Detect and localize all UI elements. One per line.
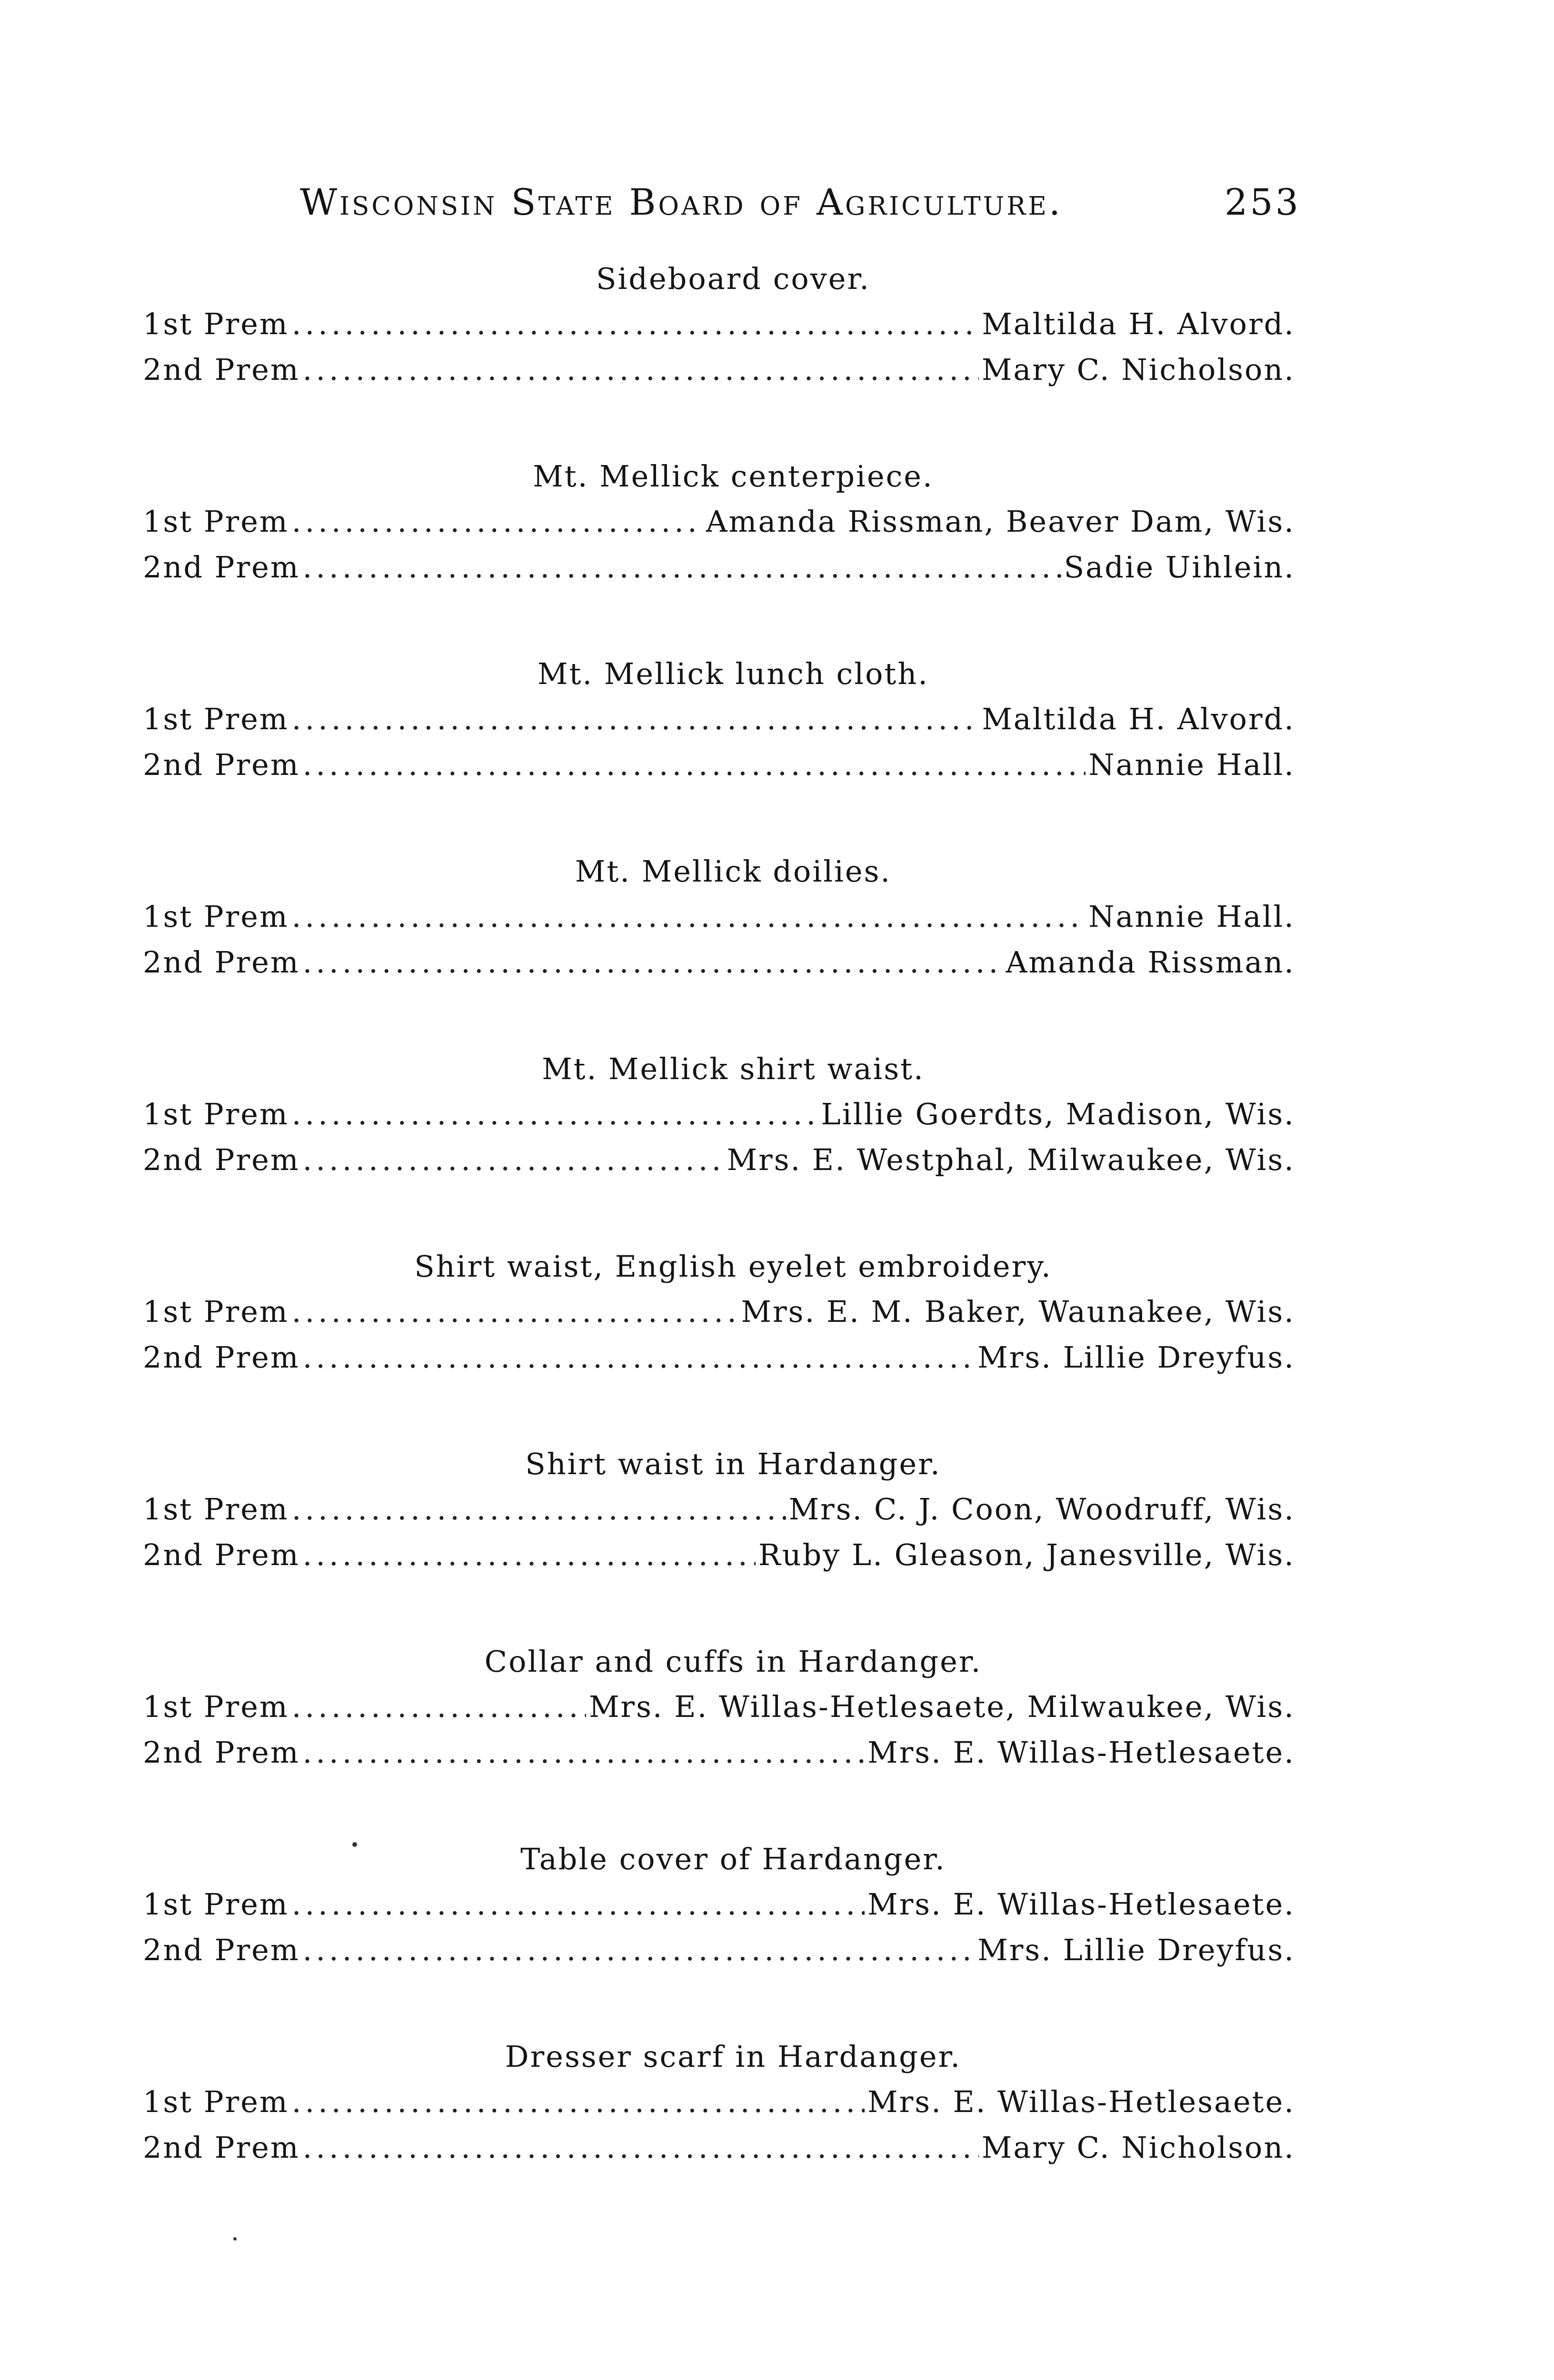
winner-name: Mrs. Lillie Dreyfus. xyxy=(977,1340,1295,1375)
premium-label: 2nd Prem xyxy=(143,747,300,782)
page-number: 253 xyxy=(1224,181,1301,223)
premium-label: 2nd Prem xyxy=(143,945,300,980)
premium-label: 1st Prem xyxy=(143,2084,289,2119)
print-speck xyxy=(352,1842,357,1847)
dot-leader xyxy=(303,1927,975,1973)
dot-leader xyxy=(303,742,1086,788)
premium-label: 1st Prem xyxy=(143,1294,289,1329)
premium-row xyxy=(143,1137,1295,1183)
dot-leader xyxy=(303,940,1003,985)
running-head-title: Wisconsin State Board of Agriculture. xyxy=(300,181,1063,223)
winner-name: Lillie Goerdts, Madison, Wis. xyxy=(821,1097,1295,1131)
award-section-mellick-centerpiece xyxy=(143,454,1295,590)
winner-name: Mrs. Lillie Dreyfus. xyxy=(977,1933,1295,1967)
winner-name: Mrs. E. Westphal, Milwaukee, Wis. xyxy=(727,1142,1295,1177)
print-speck xyxy=(233,2237,237,2241)
winner-name: Mrs. E. Willas-Hetlesaete. xyxy=(867,1735,1295,1770)
award-section-hardanger-table-cover xyxy=(143,1836,1295,1973)
section-title: Mt. Mellick centerpiece. xyxy=(533,459,934,494)
winner-name: Mrs. E. Willas-Hetlesaete. xyxy=(867,1887,1295,1922)
award-section-mellick-shirt-waist xyxy=(143,1046,1295,1183)
premium-row xyxy=(143,1335,1295,1380)
dot-leader xyxy=(292,1684,586,1730)
dot-leader xyxy=(303,1137,724,1183)
premium-row xyxy=(143,1882,1295,1927)
section-title: Mt. Mellick doilies. xyxy=(575,854,892,889)
winner-name: Amanda Rissman, Beaver Dam, Wis. xyxy=(706,504,1295,539)
premium-label: 1st Prem xyxy=(143,307,289,341)
premium-label: 2nd Prem xyxy=(143,1340,300,1375)
premium-row xyxy=(143,347,1295,393)
dot-leader xyxy=(292,894,1086,940)
dot-leader xyxy=(292,1882,865,1927)
running-head xyxy=(143,181,1301,238)
premium-row xyxy=(143,545,1295,590)
premium-row xyxy=(143,1289,1295,1335)
section-title: Dresser scarf in Hardanger. xyxy=(505,2039,962,2074)
premium-row xyxy=(143,940,1295,985)
winner-name: Mrs. E. Willas-Hetlesaete. xyxy=(867,2084,1295,2119)
premium-row xyxy=(143,1684,1295,1730)
premium-row xyxy=(143,1532,1295,1578)
winner-name: Mrs. C. J. Coon, Woodruff, Wis. xyxy=(788,1492,1295,1527)
dot-leader xyxy=(303,545,1061,590)
winner-name: Ruby L. Gleason, Janesville, Wis. xyxy=(758,1537,1295,1572)
dot-leader xyxy=(303,2125,979,2171)
premium-row xyxy=(143,1927,1295,1973)
dot-leader xyxy=(303,1335,975,1380)
premium-row xyxy=(143,742,1295,788)
premium-row xyxy=(143,301,1295,347)
premium-label: 1st Prem xyxy=(143,1689,289,1724)
premium-label: 1st Prem xyxy=(143,1492,289,1527)
dot-leader xyxy=(292,1487,786,1532)
premium-label: 1st Prem xyxy=(143,504,289,539)
dot-leader xyxy=(292,696,979,742)
winner-name: Mrs. E. Willas-Hetlesaete, Milwaukee, Wis. xyxy=(588,1689,1295,1724)
dot-leader xyxy=(292,2079,865,2125)
winner-name: Mary C. Nicholson. xyxy=(981,352,1295,387)
section-title: Sideboard cover. xyxy=(596,261,870,296)
premium-row xyxy=(143,1091,1295,1137)
premium-row xyxy=(143,696,1295,742)
premium-label: 2nd Prem xyxy=(143,1142,300,1177)
premium-label: 2nd Prem xyxy=(143,1537,300,1572)
premium-label: 2nd Prem xyxy=(143,352,300,387)
section-title: Shirt waist, English eyelet embroidery. xyxy=(414,1249,1052,1284)
premium-label: 1st Prem xyxy=(143,1887,289,1922)
winner-name: Maltilda H. Alvord. xyxy=(982,307,1295,341)
dot-leader xyxy=(292,301,979,347)
section-title: Mt. Mellick shirt waist. xyxy=(542,1051,925,1086)
winner-name: Nannie Hall. xyxy=(1088,899,1295,934)
premium-row xyxy=(143,1487,1295,1532)
award-section-hardanger-shirt-waist xyxy=(143,1441,1295,1578)
winner-name: Maltilda H. Alvord. xyxy=(982,702,1295,736)
dot-leader xyxy=(303,347,979,393)
dot-leader xyxy=(292,1091,818,1137)
section-title: Shirt waist in Hardanger. xyxy=(525,1447,941,1481)
premium-label: 1st Prem xyxy=(143,1097,289,1131)
premium-row xyxy=(143,499,1295,545)
premium-label: 2nd Prem xyxy=(143,1933,300,1967)
premium-label: 2nd Prem xyxy=(143,2130,300,2165)
section-title: Mt. Mellick lunch cloth. xyxy=(538,656,929,691)
winner-name: Amanda Rissman. xyxy=(1006,945,1295,980)
premium-row xyxy=(143,2079,1295,2125)
section-title: Table cover of Hardanger. xyxy=(520,1842,946,1876)
document-page xyxy=(143,181,1301,2171)
winner-name: Mrs. E. M. Baker, Waunakee, Wis. xyxy=(741,1294,1295,1329)
dot-leader xyxy=(292,499,703,545)
award-section-hardanger-dresser-scarf xyxy=(143,2034,1295,2171)
winner-name: Sadie Uihlein. xyxy=(1064,550,1295,585)
premium-label: 2nd Prem xyxy=(143,1735,300,1770)
award-section-mellick-lunch-cloth xyxy=(143,651,1295,788)
award-section-hardanger-collar-cuffs xyxy=(143,1639,1295,1775)
premium-label: 1st Prem xyxy=(143,702,289,736)
dot-leader xyxy=(303,1532,756,1578)
award-section-sideboard-cover xyxy=(143,256,1295,393)
winner-name: Nannie Hall. xyxy=(1088,747,1295,782)
premium-row xyxy=(143,1730,1295,1775)
premium-label: 1st Prem xyxy=(143,899,289,934)
premium-row xyxy=(143,894,1295,940)
dot-leader xyxy=(303,1730,865,1775)
premium-label: 2nd Prem xyxy=(143,550,300,585)
dot-leader xyxy=(292,1289,738,1335)
section-title: Collar and cuffs in Hardanger. xyxy=(484,1644,982,1679)
award-section-eyelet-shirt-waist xyxy=(143,1244,1295,1380)
award-section-mellick-doilies xyxy=(143,849,1295,985)
winner-name: Mary C. Nicholson. xyxy=(981,2130,1295,2165)
premium-row xyxy=(143,2125,1295,2171)
